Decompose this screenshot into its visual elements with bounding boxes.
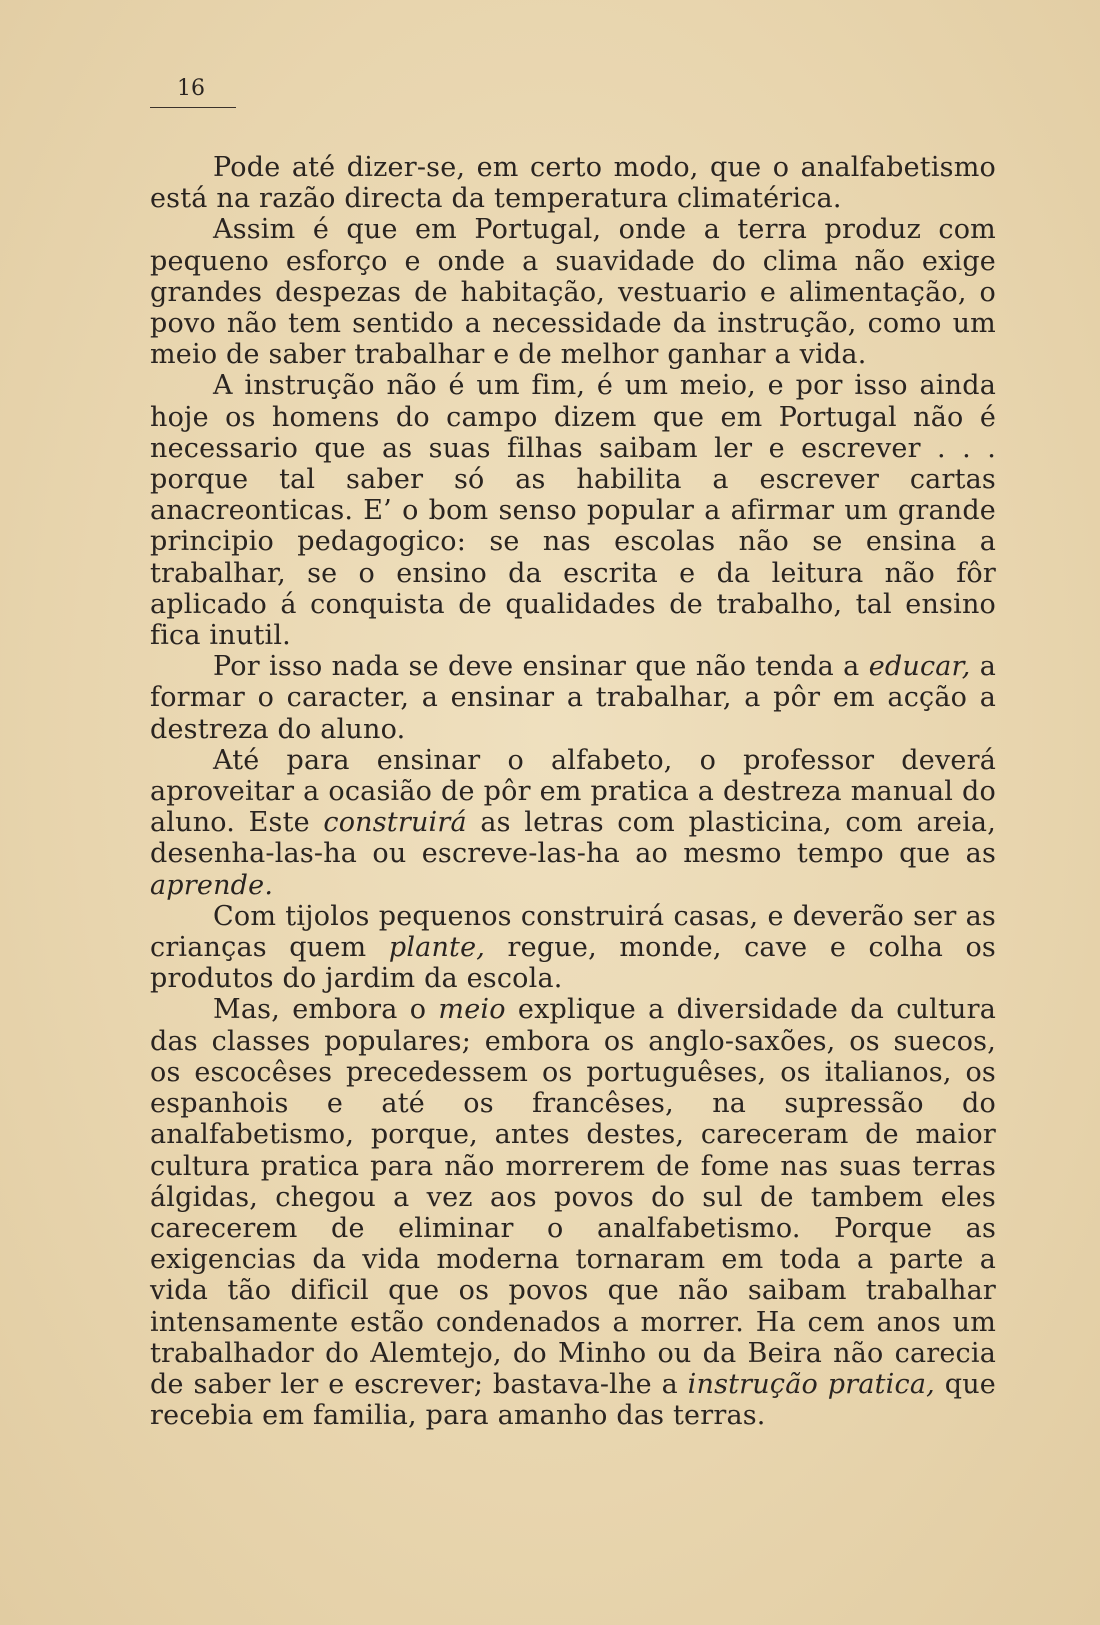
text-run: A instrução não é um fim, é um meio, e por isso ainda hoje os homens do campo dizem que em Portugal não é necessario que as suas filhas saibam ler e escrever . . . porque tal saber só as habilita a escrever cartas anacreonticas. E’ o bom senso popular a afirmar um grande principio pedagogico: se nas escolas não se ensina a trabalhar, se o ensino da escrita e da leitura não fôr aplicado á conquista de qualidades de trabalho, tal ensino fica inutil. <box>150 370 996 652</box>
paragraph <box>150 901 996 995</box>
paragraph <box>150 370 996 651</box>
text-run: Assim é que em Portugal, onde a terra produz com pequeno esforço e onde a suavidade do clima não exige grandes despezas de habitação, vestuario e alimentação, o povo não tem sentido a necessidade da instrução, como um meio de saber trabalhar e de melhor ganhar a vida. <box>150 214 996 371</box>
paragraph <box>150 745 996 901</box>
text-run: que recebia em familia, para amanho das terras. <box>150 1368 996 1432</box>
header-rule <box>150 107 236 108</box>
body-text <box>150 152 996 1431</box>
italic-text: plante, <box>388 932 486 964</box>
paragraph <box>150 994 996 1431</box>
text-run: Com tijolos pequenos construirá casas, e deverão ser as crianças quem <box>150 900 996 964</box>
text-run: Mas, embora o <box>213 994 439 1026</box>
text-run: regue, monde, cave e colha os produtos do jardim da escola. <box>150 932 996 995</box>
page-header <box>150 76 238 108</box>
italic-text: educar, <box>868 651 971 683</box>
paragraph <box>150 651 996 745</box>
text-run: Por isso nada se deve ensinar que não tenda a <box>213 651 869 683</box>
page-number: 16 <box>177 76 205 101</box>
italic-text: aprende. <box>150 869 274 901</box>
italic-text: instrução pratica, <box>687 1368 935 1400</box>
text-run: explique a diversidade da cultura das classes populares; embora os anglo-saxões, os suecos, os escocêses precedessem os portuguêses, os italianos, os espanhois e até os francêses, na supressão do analfabetismo, porque, antes destes, careceram de maior cultura pratica para não morrerem de fome nas suas terras álgidas, chegou a vez aos povos do sul de tambem eles carecerem de eliminar o analfabetismo. Porque as exigencias da vida moderna tornaram em toda a parte a vida tão dificil que os povos que não saibam trabalhar intensamente estão condenados a morrer. Ha cem anos um trabalhador do Alemtejo, do Minho ou da Beira não carecia de saber ler e escrever; bastava-lhe a <box>150 994 997 1400</box>
text-run: a formar o caracter, a ensinar a trabalhar, a pôr em acção a destreza do aluno. <box>150 651 996 745</box>
text-run: as letras com plasticina, com areia, desenha-las-ha ou escreve-las-ha ao mesmo tempo que as <box>150 807 996 870</box>
italic-text: meio <box>438 994 506 1026</box>
paragraph <box>150 214 996 370</box>
paragraph <box>150 152 996 214</box>
text-run: Pode até dizer-se, em certo modo, que o analfabetismo está na razão directa da temperatura climatérica. <box>150 152 996 215</box>
italic-text: construirá <box>323 807 467 839</box>
text-run: Até para ensinar o alfabeto, o professor deverá aproveitar a ocasião de pôr em pratica a destreza manual do aluno. Este <box>150 744 996 839</box>
